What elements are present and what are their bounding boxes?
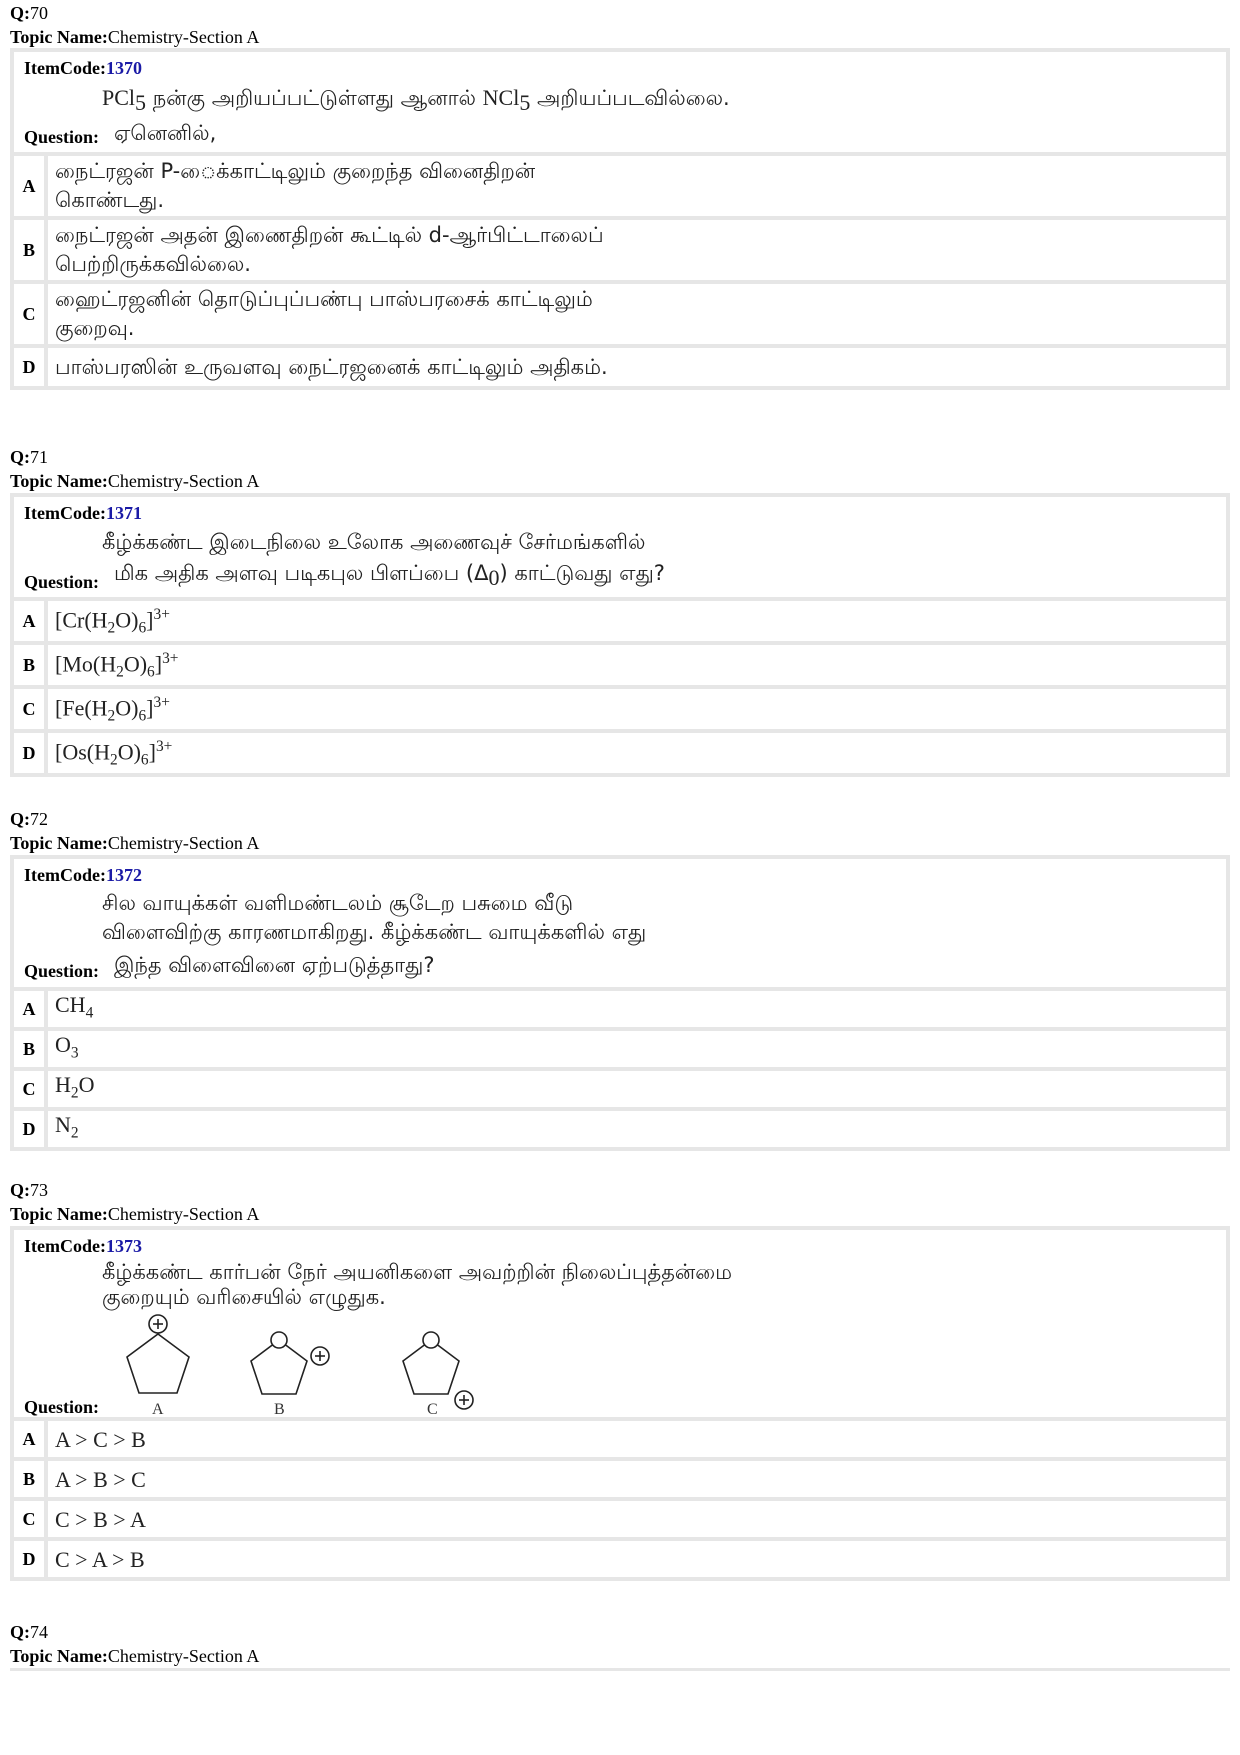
card-top-rule [10,1668,1230,1671]
question-label: Question: [24,1397,100,1417]
question-label: Question: [24,127,100,147]
question-text: கீழ்க்கண்ட இடைநிலை உலோக அணைவுச் சேர்மங்களில் [102,530,646,554]
question-header: Q:74 Topic Name:Chemistry-Section A [10,1622,260,1666]
option-c[interactable]: C ஹைட்ரஜனின் தொடுப்புப்பண்பு பாஸ்பரசைக் காட்டிலும் குறைவு. [14,284,1226,344]
option-a[interactable]: A $CH_4$ [14,991,1226,1027]
item-code-value: 1370 [105,58,142,78]
topic-label: Topic Name: [10,27,108,47]
question-card [10,48,1230,390]
option-a[interactable]: A $[Cr(H_2O)_6]^{3+}$ [14,601,1226,641]
question-box [14,1230,1226,1417]
question-card [10,493,1230,777]
item-code-value: 1373 [105,1236,142,1256]
question-text-2: ஏனெனில், [114,121,217,145]
question-text: சில வாயுக்கள் வளிமண்டலம் சூடேற பசுமை வீடு விளைவிற்கு காரணமாகிறது. கீழ்க்கண்ட வாயுக்களில் எது [102,891,647,944]
topic-name: Chemistry-Section A [107,1204,260,1224]
item-code: ItemCode:1371 [24,503,142,523]
ring-oxygen-b [271,1332,287,1348]
item-code: ItemCode:1372 [24,865,142,885]
option-d[interactable]: D $[Os(H_2O)_6]^{3+}$ [14,733,1226,773]
question-box [14,859,1226,987]
question-text-2: மிக அதிக அளவு படிகபுல பிளப்பை $(\Delta_0)$ காட்டுவது எது? [114,561,665,591]
question-number: 73 [30,1180,48,1200]
option-a[interactable]: A நைட்ரஜன் P-ைக்காட்டிலும் குறைந்த வினைதிறன் கொண்டது. [14,156,1226,216]
item-code-value: 1371 [105,503,142,523]
ring-oxygen-c [423,1332,439,1348]
option-b[interactable]: B $[Mo(H_2O)_6]^{3+}$ [14,645,1226,685]
option-a[interactable]: A A > C > B [14,1421,1226,1457]
option-d[interactable]: D பாஸ்பரஸின் உருவளவு நைட்ரஜனைக் காட்டிலும் அதிகம். [14,348,1226,386]
item-code: ItemCode:1370 [24,58,142,78]
topic-name: Chemistry-Section A [107,27,260,47]
question-header [10,1,259,49]
question-number: 71 [30,447,48,467]
question-label: Question: [24,961,100,981]
option-d[interactable]: D $N_2$ [14,1111,1226,1147]
item-code: ItemCode:1373 [24,1236,142,1256]
structure-label-b: B [274,1401,285,1414]
question-text: கீழ்க்கண்ட கார்பன் நேர் அயனிகளை அவற்றின் நிலைப்புத்தன்மை குறையும் வரிசையில் எழுதுக. [102,1260,733,1309]
question-card [10,1226,1230,1581]
structure-label-c: C [427,1401,438,1414]
question-text-3: இந்த விளைவினை ஏற்படுத்தாது? [114,953,435,977]
pentagon-a [127,1334,189,1393]
option-c[interactable]: C $[Fe(H_2O)_6]^{3+}$ [14,689,1226,729]
topic-name: Chemistry-Section A [107,1646,260,1666]
option-c[interactable]: C $H_2O$ [14,1071,1226,1107]
item-code-value: 1372 [105,865,142,885]
option-b[interactable]: B A > B > C [14,1461,1226,1497]
structure-label-a: A [152,1401,164,1414]
question-label: Question: [24,572,100,592]
option-b[interactable]: B $O_3$ [14,1031,1226,1067]
q-label: Q: [10,3,30,23]
carbocation-structures [94,1310,494,1414]
question-number: 70 [30,3,48,23]
question-card [10,855,1230,1151]
question-number: 74 [30,1622,48,1642]
question-header: Q:71 Topic Name:Chemistry-Section A [10,447,260,491]
topic-name: Chemistry-Section A [107,471,260,491]
option-c[interactable]: C C > B > A [14,1501,1226,1537]
question-box [14,497,1226,597]
option-b[interactable]: B நைட்ரஜன் அதன் இணைதிறன் கூட்டில் d-ஆர்பிட்டாலைப் பெற்றிருக்கவில்லை. [14,220,1226,280]
topic-name: Chemistry-Section A [107,833,260,853]
question-box [14,52,1226,152]
question-header: Q:73 Topic Name:Chemistry-Section A [10,1180,260,1224]
option-d[interactable]: D C > A > B [14,1541,1226,1577]
question-number: 72 [30,809,48,829]
question-text: PCl$_5$ நன்கு அறியப்பட்டுள்ளது ஆனால் NCl$_5$ அறியப்படவில்லை. [102,85,730,116]
question-header: Q:72 Topic Name:Chemistry-Section A [10,809,260,853]
